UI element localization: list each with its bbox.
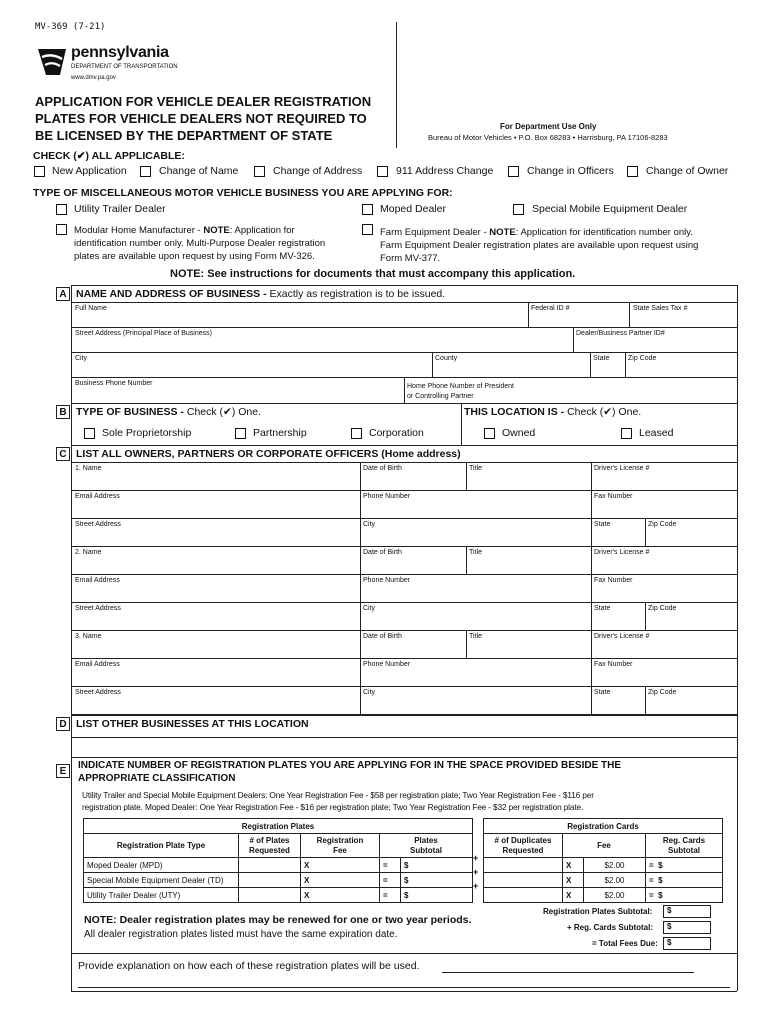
911-address-label: 911 Address Change [396, 165, 494, 177]
section-e-letter: E [56, 764, 70, 778]
section-e-title-2: APPROPRIATE CLASSIFICATION [78, 773, 236, 784]
row-divider [71, 327, 737, 328]
sole-proprietorship-checkbox[interactable] [84, 428, 95, 439]
dollar-sign: $ [404, 890, 409, 900]
sole-proprietorship-label: Sole Proprietorship [102, 427, 192, 439]
owner-2-phone-label: Phone Number [363, 577, 411, 584]
equals-cell [380, 888, 401, 903]
owner-3-name-label: 3. Name [75, 633, 102, 640]
col-divider [625, 352, 626, 377]
equals-sign: = [649, 860, 654, 870]
section-b-letter: B [56, 405, 70, 419]
owner-1-dob-label: Date of Birth [363, 465, 402, 472]
col-fee: Registration Fee [301, 834, 380, 858]
new-application-checkbox[interactable] [34, 166, 45, 177]
total-fees-field[interactable]: $ [663, 937, 711, 950]
owner-2-row-3-field[interactable] [72, 603, 736, 629]
owner-1-title-label: Title [469, 465, 482, 472]
owner-1-phone-label: Phone Number [363, 493, 411, 500]
col-divider [461, 403, 462, 445]
partnership-checkbox[interactable] [235, 428, 246, 439]
owner-2-email-label: Email Address [75, 577, 120, 584]
location-title: THIS LOCATION IS - Check (✔) One. [464, 406, 642, 418]
card-row [484, 888, 723, 903]
times-sign: X [566, 875, 572, 885]
owner-3-phone-label: Phone Number [363, 661, 411, 668]
col-subtotal: Plates Subtotal [380, 834, 473, 858]
911-address-checkbox[interactable] [377, 166, 388, 177]
change-of-address-label: Change of Address [273, 165, 363, 177]
plate-type: Special Mobile Equipment Dealer (TD) [84, 873, 239, 888]
owner-3-title-label: Title [469, 633, 482, 640]
owner-1-license-label: Driver's License # [594, 465, 650, 472]
row-divider [71, 403, 737, 404]
plate-fee-input[interactable] [301, 858, 380, 873]
row-divider [71, 715, 737, 716]
utility-trailer-label: Utility Trailer Dealer [74, 203, 166, 215]
change-of-owner-label: Change of Owner [646, 165, 729, 177]
plate-type: Moped Dealer (MPD) [84, 858, 239, 873]
business-type-heading: TYPE OF MISCELLANEOUS MOTOR VEHICLE BUSINESS YOU ARE APPLYING FOR: [33, 187, 453, 199]
col-divider [590, 352, 591, 377]
owner-1-city-label: City [363, 521, 376, 528]
plate-row [84, 873, 473, 888]
equals-sign: = [649, 875, 654, 885]
farm-equipment-label: Farm Equipment Dealer - NOTE: Application for identification number only. [380, 227, 693, 238]
owner-3-city-label: City [363, 689, 376, 696]
row-divider [71, 302, 737, 303]
equals-sign: = [649, 890, 654, 900]
row-divider [71, 757, 737, 758]
utility-trailer-checkbox[interactable] [56, 204, 67, 215]
owner-1-row-1-field[interactable] [72, 463, 736, 489]
owner-2-row-2-field[interactable] [72, 575, 736, 601]
col-requested: # of Plates Requested [239, 834, 301, 858]
state-tax-label: State Sales Tax # [633, 305, 688, 312]
fee-text-1: Utility Trailer and Special Mobile Equipment Dealers: One Year Registration Fee - $58 per registration plate; Two Year Registration Fee - $116 per [82, 790, 594, 800]
plus-sign-3: + [473, 881, 479, 891]
home-phone-label-2: or Controlling Partner [407, 393, 474, 400]
dollar-sign: $ [658, 875, 663, 885]
explain-label: Provide explanation on how each of these registration plates will be used. [78, 960, 420, 972]
owner-3-fax-label: Fax Number [594, 661, 633, 668]
owned-checkbox[interactable] [484, 428, 495, 439]
plates-requested-input[interactable] [239, 873, 301, 888]
row-divider [71, 737, 737, 738]
title-line-2: PLATES FOR VEHICLE DEALERS NOT REQUIRED TO [35, 111, 367, 126]
website: www.dmv.pa.gov [71, 75, 116, 81]
plates-requested-input[interactable] [239, 858, 301, 873]
plate-row [84, 858, 473, 873]
owner-3-email-label: Email Address [75, 661, 120, 668]
dept-use-label: For Department Use Only [500, 122, 597, 131]
federal-id-label: Federal ID # [531, 305, 570, 312]
instructions-note: NOTE: See instructions for documents that must accompany this application. [170, 268, 576, 280]
change-in-officers-checkbox[interactable] [508, 166, 519, 177]
owner-2-city-label: City [363, 605, 376, 612]
plate-subtotal-input[interactable] [401, 888, 473, 903]
plates-requested-input[interactable] [239, 888, 301, 903]
owner-1-zip-label: Zip Code [648, 521, 677, 528]
owner-2-name-label: 2. Name [75, 549, 102, 556]
card-subtotal-input[interactable] [646, 873, 723, 888]
owner-2-title-label: Title [469, 549, 482, 556]
owner-1-name-label: 1. Name [75, 465, 102, 472]
equals-sign: = [383, 875, 388, 885]
business-phone-label: Business Phone Number [75, 380, 153, 387]
owner-2-zip-label: Zip Code [648, 605, 677, 612]
duplicates-requested-input[interactable] [484, 888, 563, 903]
times-sign: X [304, 875, 310, 885]
owner-3-row-1-field[interactable] [72, 631, 736, 657]
plus-sign-2: + [473, 867, 479, 877]
partnership-label: Partnership [253, 427, 307, 439]
form-id: MV-369 (7-21) [35, 22, 106, 32]
duplicates-requested-input[interactable] [484, 873, 563, 888]
owner-2-row-1-field[interactable] [72, 547, 736, 573]
equals-sign: = [383, 890, 388, 900]
dollar-sign: $ [658, 860, 663, 870]
owner-2-license-label: Driver's License # [594, 549, 650, 556]
special-mobile-checkbox[interactable] [513, 204, 524, 215]
col-divider [404, 377, 405, 403]
total-fees-label: = Total Fees Due: [592, 939, 658, 948]
plates-subtotal-label: Registration Plates Subtotal: [543, 907, 653, 916]
special-mobile-label: Special Mobile Equipment Dealer [532, 203, 688, 215]
plus-sign-1: + [473, 853, 479, 863]
times-cell [563, 873, 584, 888]
change-of-name-checkbox[interactable] [140, 166, 151, 177]
farm-equipment-text-2: Farm Equipment Dealer registration plates are available upon request using [380, 240, 699, 251]
change-of-address-checkbox[interactable] [254, 166, 265, 177]
owner-3-row-2-field[interactable] [72, 659, 736, 685]
owner-1-fax-label: Fax Number [594, 493, 633, 500]
keystone-logo-icon [36, 45, 68, 82]
check-label: CHECK (✔) ALL APPLICABLE: [33, 150, 185, 162]
form-bottom-border [71, 991, 737, 992]
plates-subtotal-field[interactable]: $ [663, 905, 711, 918]
col-divider [629, 302, 630, 327]
plate-fee-input[interactable] [301, 888, 380, 903]
farm-equipment-text-3: Form MV-377. [380, 253, 441, 264]
modular-home-text-2: identification number only. Multi-Purpose Dealer registration [74, 238, 326, 249]
owner-1-street-label: Street Address [75, 521, 121, 528]
col-divider [432, 352, 433, 377]
times-sign: X [566, 890, 572, 900]
col-divider [573, 327, 574, 352]
card-subtotal-input[interactable] [646, 858, 723, 873]
card-fee: $2.00 [584, 873, 646, 888]
cards-table [483, 818, 723, 903]
section-c-title: LIST ALL OWNERS, PARTNERS OR CORPORATE OFFICERS (Home address) [76, 448, 461, 460]
col-duplicates: # of Duplicates Requested [484, 834, 563, 858]
plate-subtotal-input[interactable] [401, 873, 473, 888]
times-sign: X [566, 860, 572, 870]
moped-dealer-checkbox[interactable] [362, 204, 373, 215]
section-c-letter: C [56, 447, 70, 461]
leased-checkbox[interactable] [621, 428, 632, 439]
section-d-title: LIST OTHER BUSINESSES AT THIS LOCATION [76, 718, 309, 730]
owner-2-dob-label: Date of Birth [363, 549, 402, 556]
section-e-title-1: INDICATE NUMBER OF REGISTRATION PLATES YOU ARE APPLYING FOR IN THE SPACE PROVIDED BESIDE THE [78, 760, 622, 771]
owner-3-street-label: Street Address [75, 689, 121, 696]
city-label: City [75, 355, 88, 362]
col-type: Registration Plate Type [84, 834, 239, 858]
col-card-fee: Fee [563, 834, 646, 858]
equals-cell [380, 858, 401, 873]
times-cell [563, 888, 584, 903]
card-row [484, 873, 723, 888]
col-card-subtotal: Reg. Cards Subtotal [646, 834, 723, 858]
moped-dealer-label: Moped Dealer [380, 203, 446, 215]
owned-label: Owned [502, 427, 536, 439]
agency-name: pennsylvania [71, 44, 169, 61]
duplicates-requested-input[interactable] [484, 858, 563, 873]
explain-line-2[interactable] [78, 987, 730, 988]
title-line-1: APPLICATION FOR VEHICLE DEALER REGISTRATION [35, 94, 372, 109]
cards-header: Registration Cards [484, 819, 723, 834]
form-right-border [737, 285, 738, 991]
county-label: County [435, 355, 458, 362]
plate-subtotal-input[interactable] [401, 858, 473, 873]
row-divider [71, 352, 737, 353]
card-row [484, 858, 723, 873]
card-fee: $2.00 [584, 858, 646, 873]
equals-cell [380, 873, 401, 888]
row-divider [71, 445, 737, 446]
owner-2-fax-label: Fax Number [594, 577, 633, 584]
dollar-sign: $ [404, 875, 409, 885]
plate-fee-input[interactable] [301, 873, 380, 888]
modular-home-checkbox[interactable] [56, 224, 67, 235]
row-divider [71, 953, 737, 954]
dollar-sign: $ [404, 860, 409, 870]
plate-type: Utility Trailer Dealer (UTY) [84, 888, 239, 903]
change-in-officers-label: Change in Officers [527, 165, 614, 177]
cards-subtotal-label: + Reg. Cards Subtotal: [567, 923, 654, 932]
renewal-note-2: All dealer registration plates listed must have the same expiration date. [84, 929, 398, 940]
header-divider [396, 22, 397, 148]
corporation-label: Corporation [369, 427, 424, 439]
full-name-label: Full Name [75, 305, 107, 312]
dollar-sign: $ [658, 890, 663, 900]
zip-label: Zip Code [628, 355, 657, 362]
times-sign: X [304, 890, 310, 900]
owner-3-state-label: State [594, 689, 611, 696]
plates-table [83, 818, 473, 903]
title-line-3: BE LICENSED BY THE DEPARTMENT OF STATE [35, 128, 333, 143]
owner-1-email-label: Email Address [75, 493, 120, 500]
modular-home-text-3: plates are available upon request by using Form MV-326. [74, 251, 315, 262]
equals-sign: = [383, 860, 388, 870]
state-label: State [593, 355, 610, 362]
owner-3-zip-label: Zip Code [648, 689, 677, 696]
leased-label: Leased [639, 427, 674, 439]
agency-subtitle: DEPARTMENT OF TRANSPORTATION [71, 64, 178, 70]
cards-subtotal-field[interactable]: $ [663, 921, 711, 934]
plate-row [84, 888, 473, 903]
partner-id-label: Dealer/Business Partner ID# [576, 330, 665, 337]
owner-1-row-2-field[interactable] [72, 491, 736, 517]
explain-line-1[interactable] [442, 972, 694, 973]
times-cell [563, 858, 584, 873]
home-phone-label-1: Home Phone Number of President [407, 383, 514, 390]
bureau-address: Bureau of Motor Vehicles • P.O. Box 68283 • Harrisburg, PA 17106-8283 [428, 133, 668, 142]
owner-3-license-label: Driver's License # [594, 633, 650, 640]
corporation-checkbox[interactable] [351, 428, 362, 439]
modular-home-label: Modular Home Manufacturer - NOTE: Application for [74, 225, 295, 236]
owner-1-row-3-field[interactable] [72, 519, 736, 545]
owner-1-state-label: State [594, 521, 611, 528]
new-application-label: New Application [52, 165, 127, 177]
form-top-border [71, 285, 737, 286]
section-d-letter: D [56, 717, 70, 731]
owner-2-street-label: Street Address [75, 605, 121, 612]
col-divider [528, 302, 529, 327]
plates-header: Registration Plates [84, 819, 473, 834]
change-of-owner-checkbox[interactable] [627, 166, 638, 177]
fee-text-2: registration plate. Moped Dealer: One Year Registration Fee - $16 per registration plate; Two Year Registration Fee - $32 per registration plate. [82, 802, 584, 812]
owner-3-row-3-field[interactable] [72, 687, 736, 713]
card-fee: $2.00 [584, 888, 646, 903]
section-a-title: NAME AND ADDRESS OF BUSINESS - Exactly as registration is to be issued. [76, 288, 446, 300]
change-of-name-label: Change of Name [159, 165, 239, 177]
renewal-note-1: NOTE: Dealer registration plates may be renewed for one or two year periods. [84, 914, 472, 926]
card-subtotal-input[interactable] [646, 888, 723, 903]
owner-2-state-label: State [594, 605, 611, 612]
farm-equipment-checkbox[interactable] [362, 224, 373, 235]
times-sign: X [304, 860, 310, 870]
section-b-title: TYPE OF BUSINESS - Check (✔) One. [76, 406, 262, 418]
owner-3-dob-label: Date of Birth [363, 633, 402, 640]
street-label: Street Address (Principal Place of Business) [75, 330, 212, 337]
section-a-letter: A [56, 287, 70, 301]
